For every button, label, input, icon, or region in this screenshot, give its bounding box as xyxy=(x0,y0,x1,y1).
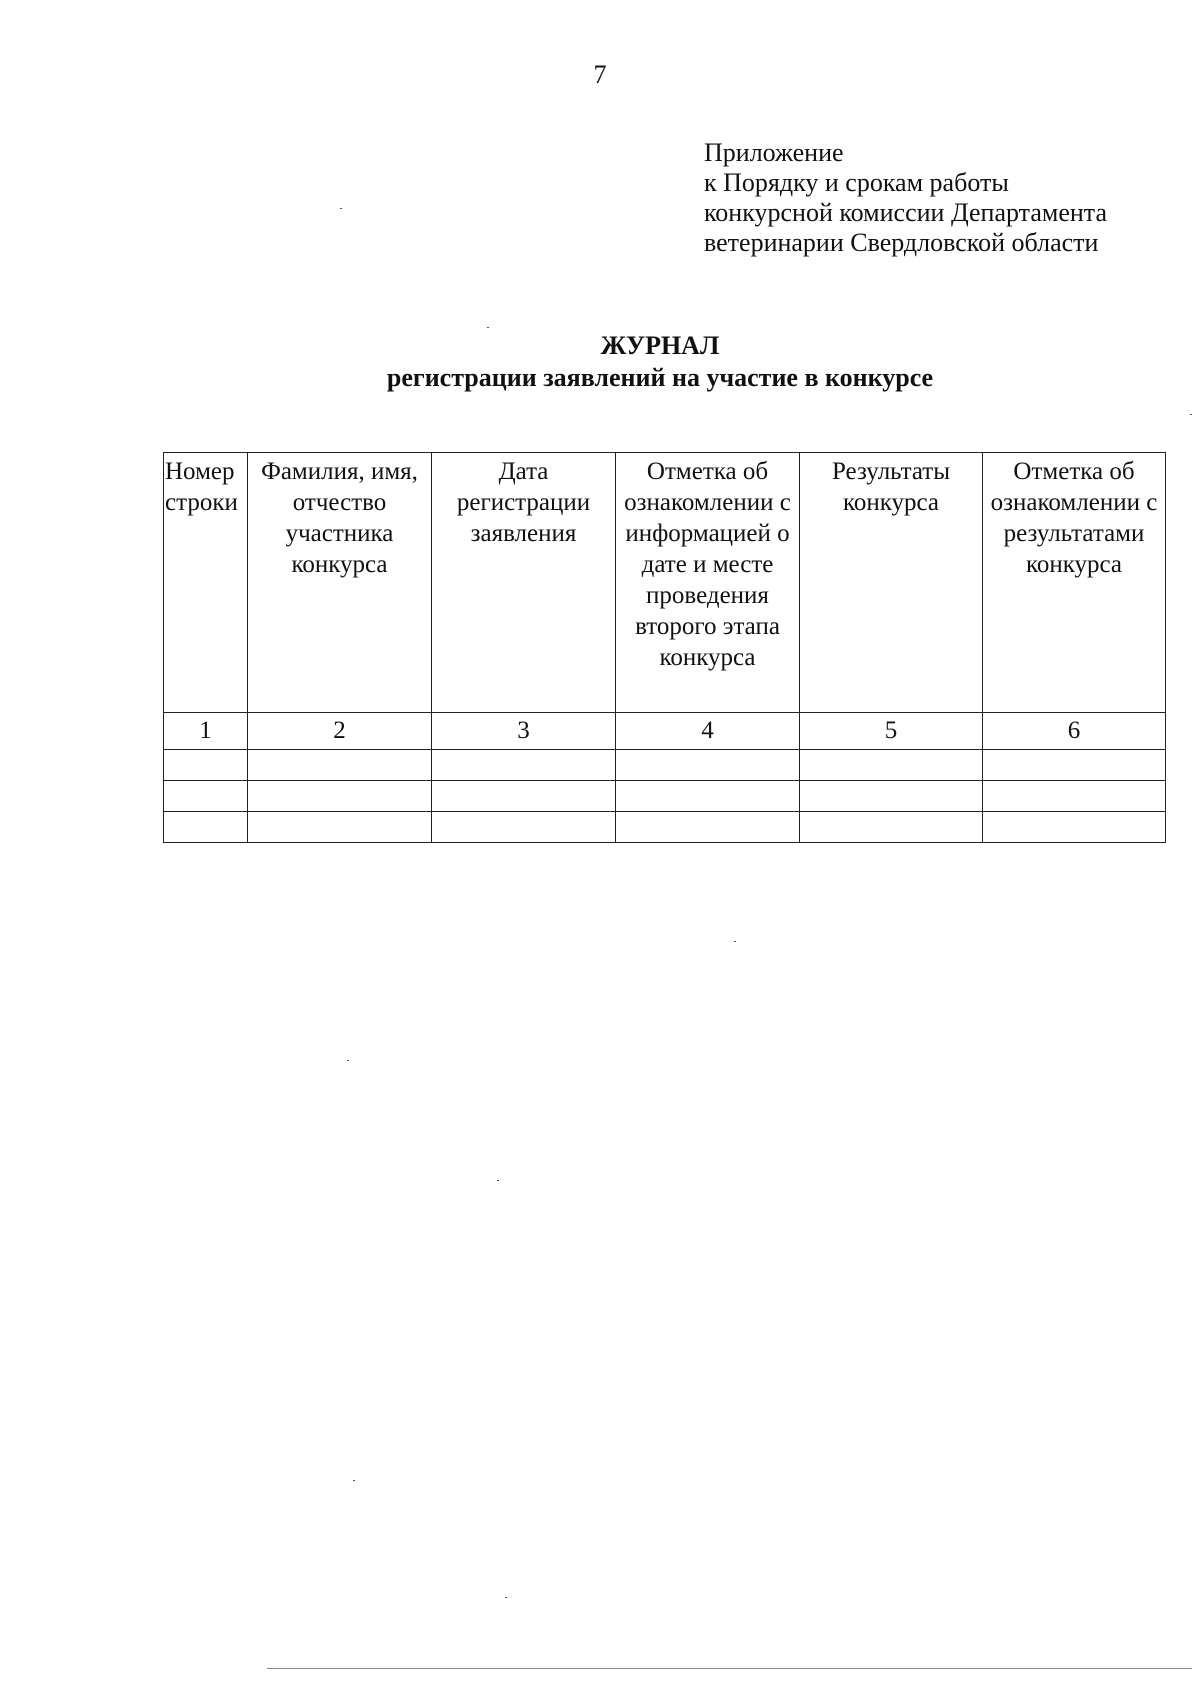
table-cell xyxy=(800,812,983,843)
header-participant-name: Фамилия, имя, отчество участника конкурса xyxy=(248,453,432,713)
column-number: 3 xyxy=(432,713,616,750)
appendix-line: Приложение xyxy=(704,138,844,167)
table-row xyxy=(164,750,1166,781)
header-second-stage-notice: Отметка об ознакомлении с информацией о дате и месте проведения второго этапа конкурса xyxy=(616,453,800,713)
table-cell xyxy=(164,750,248,781)
table-cell xyxy=(983,781,1166,812)
table-header-row xyxy=(164,453,1166,713)
document-title: ЖУРНАЛ xyxy=(600,331,720,360)
document-subtitle: регистрации заявлений на участие в конкурсе xyxy=(386,363,934,392)
scan-speck xyxy=(353,1480,355,1481)
page-number: 7 xyxy=(593,60,607,89)
table-cell xyxy=(248,812,432,843)
column-number: 6 xyxy=(983,713,1166,750)
table-cell xyxy=(800,750,983,781)
scan-speck xyxy=(734,941,736,942)
table-row xyxy=(164,781,1166,812)
table-cell xyxy=(616,812,800,843)
table-cell xyxy=(432,812,616,843)
appendix-note xyxy=(704,138,1107,258)
table-row xyxy=(164,812,1166,843)
table-cell xyxy=(432,781,616,812)
table-cell xyxy=(248,750,432,781)
column-number: 2 xyxy=(248,713,432,750)
header-contest-results: Результаты конкурса xyxy=(800,453,983,713)
table-cell xyxy=(164,812,248,843)
scan-speck xyxy=(487,327,489,328)
table-cell xyxy=(800,781,983,812)
column-number-row xyxy=(164,713,1166,750)
registration-journal-table xyxy=(163,452,1166,843)
table-cell xyxy=(983,812,1166,843)
header-results-acknowledgement: Отметка об ознакомлении с результатами конкурса xyxy=(983,453,1166,713)
header-registration-date: Дата регистрации заявления xyxy=(432,453,616,713)
scan-speck xyxy=(1190,414,1192,415)
table-cell xyxy=(616,781,800,812)
scan-speck xyxy=(497,1180,499,1181)
scan-speck xyxy=(347,1060,349,1061)
table-cell xyxy=(983,750,1166,781)
table-cell xyxy=(248,781,432,812)
column-number: 5 xyxy=(800,713,983,750)
table-cell xyxy=(432,750,616,781)
appendix-line: ветеринарии Свердловской области xyxy=(704,228,1099,257)
scan-edge-line xyxy=(267,1668,1192,1669)
header-row-number: Номер строки xyxy=(164,453,248,713)
table-cell xyxy=(164,781,248,812)
document-heading xyxy=(0,330,1200,394)
column-number: 1 xyxy=(164,713,248,750)
scan-speck xyxy=(505,1597,507,1598)
appendix-line: к Порядку и срокам работы xyxy=(704,168,1009,197)
column-number: 4 xyxy=(616,713,800,750)
table-cell xyxy=(616,750,800,781)
appendix-line: конкурсной комиссии Департамента xyxy=(704,198,1107,227)
scan-speck xyxy=(340,208,342,209)
